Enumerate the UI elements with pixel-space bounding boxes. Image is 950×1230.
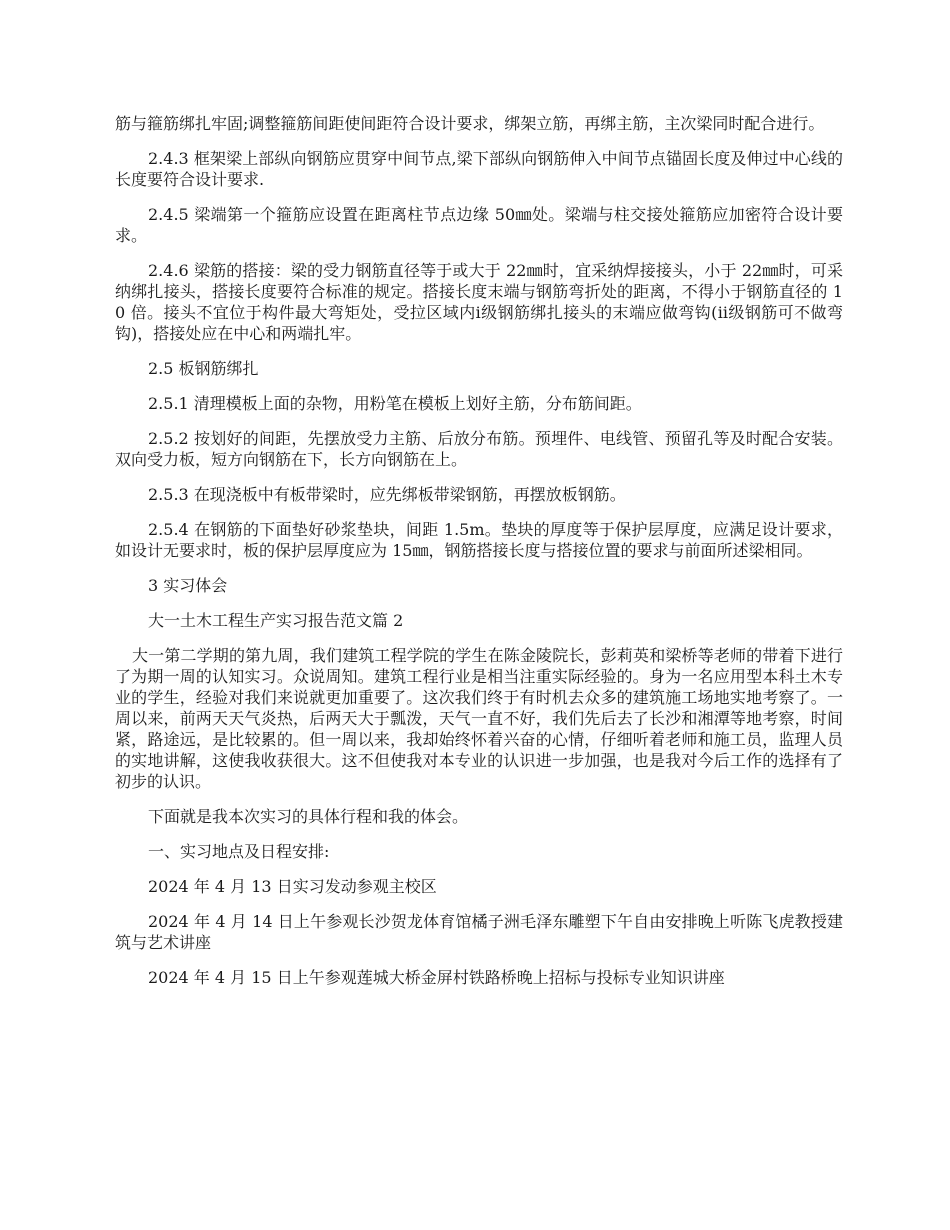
schedule-item: 2024 年 4 月 15 日上午参观莲城大桥金屏村铁路桥晚上招标与投标专业知识讲座 <box>148 968 725 987</box>
document-body <box>115 113 843 1002</box>
article-title: 大一土木工程生产实习报告范文篇 2 <box>148 611 404 630</box>
section-heading: 3 实习体会 <box>148 576 228 595</box>
paragraph: 下面就是我本次实习的具体行程和我的体会。 <box>148 807 469 826</box>
paragraph: 2.5.3 在现浇板中有板带梁时，应先绑板带梁钢筋，再摆放板钢筋。 <box>148 485 626 504</box>
paragraph: 2.5.2 按划好的间距，先摆放受力主筋、后放分布筋。预埋件、电线管、预留孔等及时配合安装。双向受力板，短方向钢筋在下，长方向钢筋在上。 <box>115 429 843 469</box>
paragraph: 2.4.5 梁端第一个箍筋应设置在距离柱节点边缘 50㎜处。梁端与柱交接处箍筋应加密符合设计要求。 <box>115 205 843 245</box>
schedule-item: 2024 年 4 月 13 日实习发动参观主校区 <box>148 877 437 896</box>
section-heading: 一、实习地点及日程安排: <box>148 842 330 861</box>
paragraph: 筋与箍筋绑扎牢固;调整箍筋间距使间距符合设计要求，绑架立筋，再绑主筋，主次梁同时配合进行。 <box>115 114 825 133</box>
paragraph: 2.5.4 在钢筋的下面垫好砂浆垫块，间距 1.5m。垫块的厚度等于保护层厚度，应满足设计要求，如设计无要求时，板的保护层厚度应为 15㎜，钢筋搭接长度与搭接位置的要求与前面所述梁相同。 <box>115 520 843 560</box>
paragraph: 2.4.3 框架梁上部纵向钢筋应贯穿中间节点,梁下部纵向钢筋伸入中间节点锚固长度及伸过中心线的长度要符合设计要求. <box>115 149 843 189</box>
paragraph: 2.4.6 梁筋的搭接：梁的受力钢筋直径等于或大于 22㎜时，宜采纳焊接接头，小于 22㎜时，可采纳绑扎接头，搭接长度要符合标准的规定。搭接长度末端与钢筋弯折处的距离，不得小于钢筋直径的 10 倍。接头不宜位于构件最大弯矩处，受拉区域内ⅰ级钢筋绑扎接头的末端应做弯钩(ⅱ级钢筋可不做弯钩)，搭接处应在中心和两端扎牢。 <box>115 261 843 343</box>
schedule-item: 2024 年 4 月 14 日上午参观长沙贺龙体育馆橘子洲毛泽东雕塑下午自由安排晚上听陈飞虎教授建筑与艺术讲座 <box>115 912 843 952</box>
paragraph: 2.5.1 清理模板上面的杂物，用粉笔在模板上划好主筋，分布筋间距。 <box>148 394 642 413</box>
paragraph: 大一第二学期的第九周，我们建筑工程学院的学生在陈金陵院长，彭莉英和梁桥等老师的带着下进行了为期一周的认知实习。众说周知。建筑工程行业是相当注重实际经验的。身为一名应用型本科土木专业的学生，经验对我们来说就更加重要了。这次我们终于有时机去众多的建筑施工场地实地考察了。一周以来，前两天天气炎热，后两天大于瓢泼，天气一直不好，我们先后去了长沙和湘潭等地考察，时间紧，路途远，是比较累的。但一周以来，我却始终怀着兴奋的心情，仔细听着老师和施工员，监理人员的实地讲解，这使我收获很大。这不但使我对本专业的认识进一步加强，也是我对今后工作的选择有了初步的认识。 <box>115 646 843 791</box>
section-heading: 2.5 板钢筋绑扎 <box>148 359 259 378</box>
